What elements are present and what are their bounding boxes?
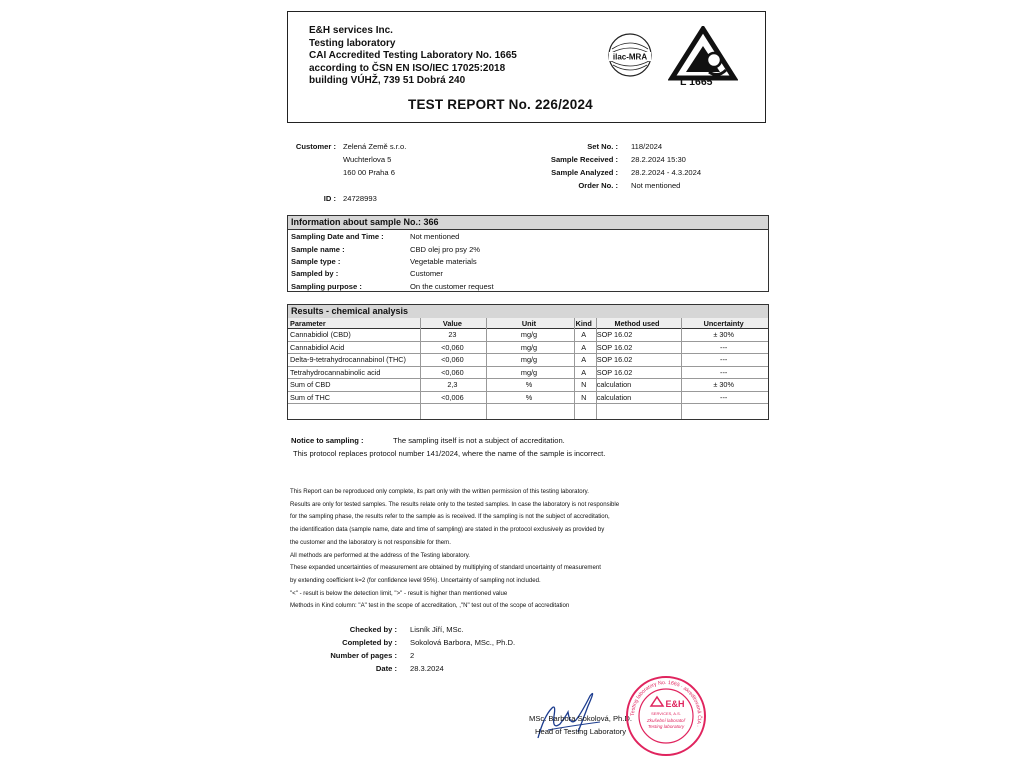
cell-value: <0,060 xyxy=(420,341,486,354)
set-no-label: Set No. : xyxy=(587,142,618,151)
col-unit: Unit xyxy=(485,318,572,329)
column-divider xyxy=(420,318,421,419)
sample-name-value: CBD olej pro psy 2% xyxy=(410,245,481,254)
cell-unit: mg/g xyxy=(485,329,572,342)
signatory-title: Head of Testing Laboratory xyxy=(535,727,627,736)
cell-kind: A xyxy=(573,366,595,379)
column-divider xyxy=(596,318,597,419)
customer-street: Wuchterlova 5 xyxy=(343,155,392,164)
customer-name: Zelená Země s.r.o. xyxy=(343,142,407,151)
column-divider xyxy=(486,318,487,419)
sample-name-label: Sample name : xyxy=(291,245,345,254)
column-divider xyxy=(681,318,682,419)
lab-standard: according to ČSN EN ISO/IEC 17025:2018 xyxy=(309,62,506,74)
cell-uncertainty: ± 30% xyxy=(679,329,768,342)
sampling-date-label: Sampling Date and Time : xyxy=(291,232,384,241)
report-title: TEST REPORT No. 226/2024 xyxy=(408,97,593,112)
signatory-name: MSc. Barbora Sokolová, Ph.D. xyxy=(529,714,632,723)
disclaimer-line: Results are only for tested samples. The results relate only to the tested samples. In case the laboratory is not responsible xyxy=(290,500,620,508)
cell-kind: N xyxy=(573,379,595,392)
customer-id-label: ID : xyxy=(323,194,336,203)
table-row xyxy=(288,391,768,404)
table-row xyxy=(288,329,768,342)
disclaimer-line: Methods in Kind column: "A" test in the scope of accreditation, ,"N" test out of the scope of accreditation xyxy=(290,602,570,610)
disclaimer-line: by extending coefficient k=2 (for confidence level 95%). Uncertainty of sampling not included. xyxy=(290,576,541,584)
checked-by-label: Checked by : xyxy=(349,625,397,634)
sampling-purpose-value: On the customer request xyxy=(410,282,494,291)
ilac-mra-logo xyxy=(606,31,654,79)
cell-value: <0,060 xyxy=(420,366,486,379)
cell-method: SOP 16.02 xyxy=(595,341,680,354)
disclaimer xyxy=(290,486,619,613)
cell-uncertainty: --- xyxy=(679,391,768,404)
lab-info xyxy=(309,25,517,88)
cell-parameter: Tetrahydrocannabinolic acid xyxy=(288,366,420,379)
table-row xyxy=(288,354,768,367)
cell-uncertainty: --- xyxy=(679,354,768,367)
results-table xyxy=(288,318,768,404)
disclaimer-line: the identification data (sample name, date and time of sampling) are stated in the protocol exclusively as provided by xyxy=(290,526,605,534)
order-no-value: Not mentioned xyxy=(631,181,681,190)
completed-by-label: Completed by : xyxy=(342,638,397,647)
cell-value: 2,3 xyxy=(420,379,486,392)
replace-notice: This protocol replaces protocol number 141/2024, where the name of the sample is incorrect. xyxy=(293,449,606,458)
sample-analyzed-value: 28.2.2024 - 4.3.2024 xyxy=(631,168,702,177)
cell-unit: mg/g xyxy=(485,354,572,367)
sampled-by-label: Sampled by : xyxy=(291,269,339,278)
sample-analyzed-label: Sample Analyzed : xyxy=(551,168,618,177)
sample-type-value: Vegetable materials xyxy=(410,257,477,266)
sampled-by-value: Customer xyxy=(410,269,443,278)
cell-kind: A xyxy=(573,329,595,342)
cell-value: <0,006 xyxy=(420,391,486,404)
svg-text:SERVICES, A.S.: SERVICES, A.S. xyxy=(651,711,681,716)
notice-text: The sampling itself is not a subject of accreditation. xyxy=(393,436,565,445)
pages-label: Number of pages : xyxy=(330,651,397,660)
lab-address: building VÚHŽ, 739 51 Dobrá 240 xyxy=(309,75,466,86)
disclaimer-line: "<" - result is below the detection limit, ">" - result is higher than mentioned value xyxy=(290,589,508,597)
col-parameter: Parameter xyxy=(288,318,420,329)
customer-city: 160 00 Praha 6 xyxy=(343,168,395,177)
table-row xyxy=(288,366,768,379)
cell-method: calculation xyxy=(595,379,680,392)
column-divider xyxy=(574,318,575,419)
svg-text:Zkušební laboratoř: Zkušební laboratoř xyxy=(646,718,686,723)
results-header-row xyxy=(288,318,768,329)
cell-parameter: Cannabidiol (CBD) xyxy=(288,329,420,342)
table-row xyxy=(288,341,768,354)
notice-label: Notice to sampling : xyxy=(291,436,364,445)
date-value: 28.3.2024 xyxy=(410,664,444,673)
disclaimer-line: the customer and the laboratory is not responsible for them. xyxy=(290,538,451,546)
customer-label: Customer : xyxy=(295,142,336,151)
cell-parameter: Sum of CBD xyxy=(288,379,420,392)
cell-unit: % xyxy=(485,379,572,392)
cell-method: SOP 16.02 xyxy=(595,366,680,379)
cell-method: SOP 16.02 xyxy=(595,354,680,367)
svg-text:Testing laboratory: Testing laboratory xyxy=(647,724,685,729)
cell-uncertainty: ± 30% xyxy=(679,379,768,392)
set-no-value: 118/2024 xyxy=(631,142,663,151)
cell-method: SOP 16.02 xyxy=(595,329,680,342)
col-kind: Kind xyxy=(573,318,595,329)
lab-code: L 1665 xyxy=(680,76,713,88)
order-no-label: Order No. : xyxy=(578,181,618,190)
report-header xyxy=(287,11,766,123)
lab-type: Testing laboratory xyxy=(309,37,396,49)
cell-kind: A xyxy=(573,341,595,354)
svg-text:Testing laboratory No. 1665 ·: Testing laboratory No. 1665 · akreditovaná ČIA · xyxy=(629,679,703,728)
checked-by-value: Lisník Jiří, MSc. xyxy=(410,625,464,634)
cell-uncertainty: --- xyxy=(679,341,768,354)
lab-accreditation: CAI Accredited Testing Laboratory No. 1665 xyxy=(309,50,517,61)
sample-received-value: 28.2.2024 15:30 xyxy=(631,155,686,164)
sample-info-box xyxy=(287,215,769,292)
cell-unit: % xyxy=(485,391,572,404)
disclaimer-line: These expanded uncertainties of measurement are obtained by multiplying of standard uncertainty of measurement xyxy=(290,564,601,572)
col-method: Method used xyxy=(595,318,680,329)
pages-value: 2 xyxy=(410,651,415,660)
cell-value: <0,060 xyxy=(420,354,486,367)
completed-by-value: Sokolová Barbora, MSc., Ph.D. xyxy=(410,638,516,647)
cell-parameter: Delta-9-tetrahydrocannabinol (THC) xyxy=(288,354,420,367)
results-box xyxy=(287,304,769,420)
cell-unit: mg/g xyxy=(485,341,572,354)
disclaimer-line: All methods are performed at the address of the Testing laboratory. xyxy=(290,551,470,559)
date-label: Date : xyxy=(375,664,397,673)
table-row xyxy=(288,379,768,392)
cell-kind: A xyxy=(573,354,595,367)
disclaimer-line: for the sampling phase, the results refer to the sample as is received. If the sampling is not the subject of accreditation, xyxy=(290,513,610,521)
cell-uncertainty: --- xyxy=(679,366,768,379)
sample-type-label: Sample type : xyxy=(291,257,341,266)
cell-parameter: Cannabidiol Acid xyxy=(288,341,420,354)
svg-text:ilac-MRA: ilac-MRA xyxy=(612,52,648,62)
cell-unit: mg/g xyxy=(485,366,572,379)
sample-received-label: Sample Received : xyxy=(550,155,618,164)
customer-id: 24728993 xyxy=(343,194,377,203)
results-heading: Results - chemical analysis xyxy=(288,305,768,319)
cell-parameter: Sum of THC xyxy=(288,391,420,404)
sampling-purpose-label: Sampling purpose : xyxy=(291,282,362,291)
lab-stamp xyxy=(625,675,707,757)
lab-name: E&H services Inc. xyxy=(309,25,393,36)
cell-method: calculation xyxy=(595,391,680,404)
col-value: Value xyxy=(420,318,486,329)
disclaimer-line: This Report can be reproduced only complete, its part only with the written permission of this testing laboratory. xyxy=(290,488,589,495)
cell-kind: N xyxy=(573,391,595,404)
col-uncertainty: Uncertainty xyxy=(679,318,768,329)
cell-value: 23 xyxy=(420,329,486,342)
svg-text:E&H: E&H xyxy=(665,699,685,709)
sampling-date-value: Not mentioned xyxy=(410,232,460,241)
sample-info-heading: Information about sample No.: 366 xyxy=(288,216,768,230)
